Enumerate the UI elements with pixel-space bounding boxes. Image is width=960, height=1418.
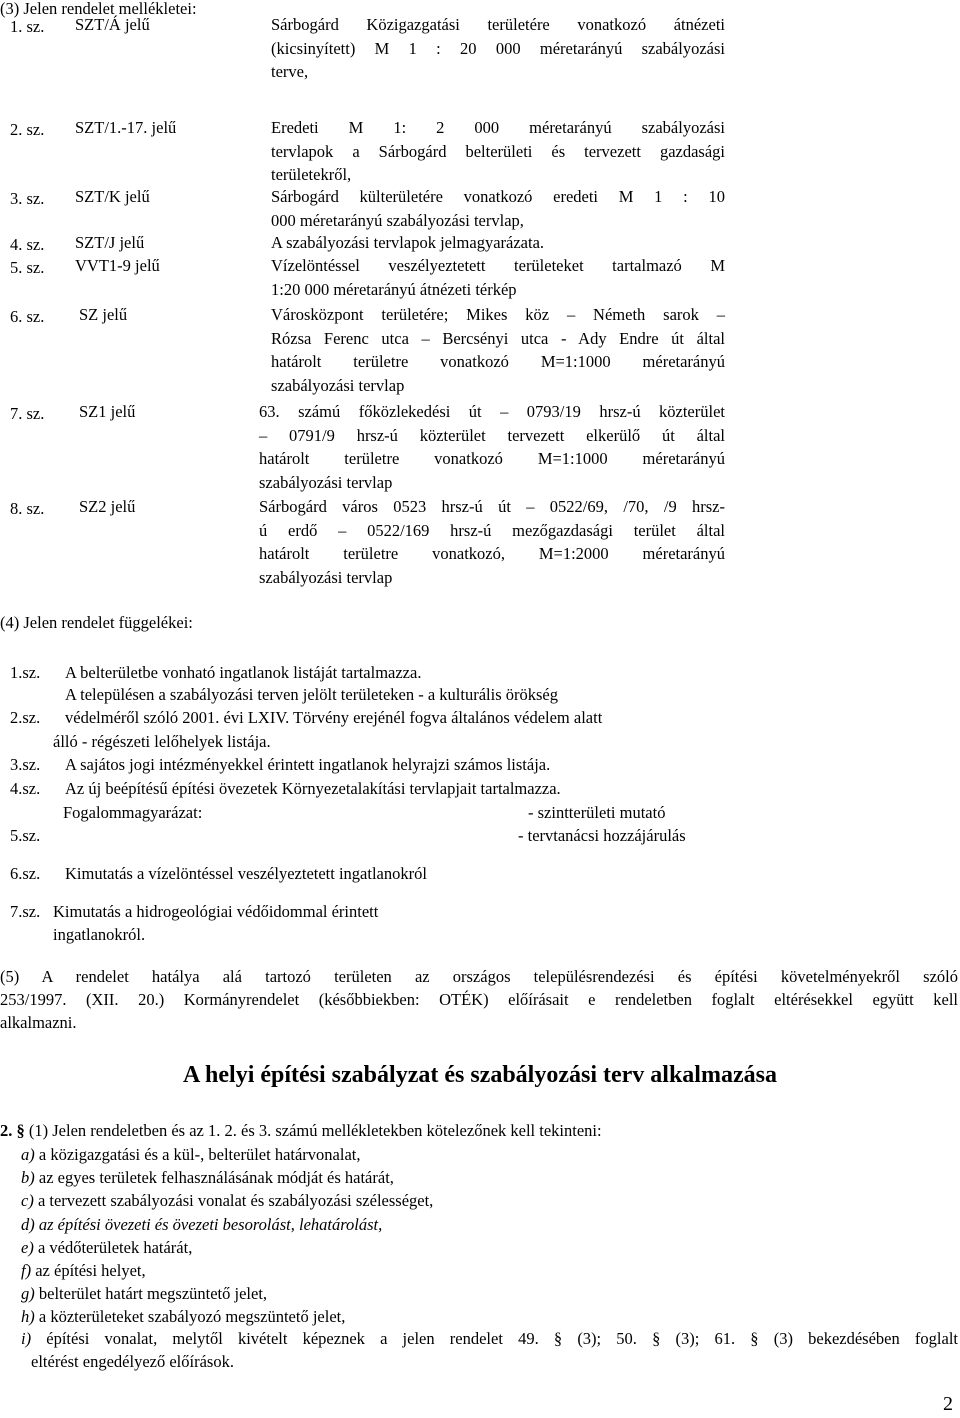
appendix-2-num: 2.sz. xyxy=(10,708,41,727)
annex-description-line: határolt területre vonatkozó, M=1:2000 méretarányú xyxy=(259,544,725,563)
annex-code: SZT/J jelű xyxy=(75,233,145,252)
annex-description-line: Sárbogárd város 0523 hrsz-ú út – 0522/69, /70, /9 hrsz- xyxy=(259,497,725,516)
item-letter: f) xyxy=(21,1261,32,1280)
annex-description-line: szabályozási tervlap xyxy=(271,375,405,395)
appendix-2-text: védelméről szóló 2001. évi LXIV. Törvény erejénél fogva általános védelem alatt xyxy=(65,708,603,727)
item-text: a közigazgatási és a kül-, belterület határvonalat, xyxy=(34,1145,361,1164)
item-text: az építési övezeti és övezeti besorolást, lehatárolást, xyxy=(34,1214,383,1234)
appendix-6-text: Kimutatás a vízelöntéssel veszélyeztetett ingatlanokról xyxy=(65,864,427,883)
annex-code: SZT/K jelű xyxy=(75,187,150,206)
annex-code: SZT/1.-17. jelű xyxy=(75,118,177,137)
annex-description-line: szabályozási tervlap xyxy=(259,472,393,492)
annex-description-line: terve, xyxy=(271,62,309,81)
item-letter: g) xyxy=(21,1284,35,1304)
annex-code: VVT1-9 jelű xyxy=(75,256,160,275)
article-2-item xyxy=(21,1259,146,1282)
annex-description-line: Városközpont területére; Mikes köz – Németh sarok – xyxy=(271,305,725,324)
article-2-intro-line xyxy=(0,1119,602,1142)
page-title: A helyi építési szabályzat és szabályozási terv alkalmazása xyxy=(183,1062,777,1088)
annex-code: SZ jelű xyxy=(79,305,128,324)
appendix-4-text: Az új beépítésű építési övezetek Környezetalakítási tervlapjait tartalmazza. xyxy=(65,779,561,798)
page-number: 2 xyxy=(943,1393,953,1415)
annex-code: SZT/Á jelű xyxy=(75,15,150,34)
item-text: az építési helyet, xyxy=(31,1261,146,1280)
section-5-paragraph xyxy=(0,965,958,1034)
item-text: a közterületeket szabályozó megszüntető jelet, xyxy=(34,1307,346,1327)
annex-description-line: Sárbogárd Közigazgatási területére vonatkozó átnézeti xyxy=(271,15,725,34)
item-letter: e) xyxy=(21,1237,34,1257)
annex-description-line: Vízelöntéssel veszélyeztetett területeket tartalmazó M xyxy=(271,256,725,275)
article-2-item xyxy=(21,1305,345,1328)
annex-number: 2. sz. xyxy=(10,120,45,139)
appendix-7-post: ingatlanokról. xyxy=(53,925,146,944)
annex-description-line: határolt területre vonatkozó M=1:1000 méretarányú xyxy=(259,449,725,468)
annex-number: 1. sz. xyxy=(10,17,45,36)
appendix-1-num: 1.sz. xyxy=(10,663,41,682)
appendix-7-num: 7.sz. xyxy=(10,902,41,921)
annex-number: 3. sz. xyxy=(10,189,45,208)
annex-number: 5. sz. xyxy=(10,258,45,277)
annex-description-line: – 0791/9 hrsz-ú közterület tervezett elkerülő út által xyxy=(259,425,725,445)
appendix-5-item-2: - tervtanácsi hozzájárulás xyxy=(518,826,686,845)
appendix-6-num: 6.sz. xyxy=(10,864,41,883)
article-2-item xyxy=(21,1143,360,1166)
annex-description-line: 63. számú főközlekedési út – 0793/19 hrsz-ú közterület xyxy=(259,402,725,421)
article-2-item-i xyxy=(21,1327,958,1350)
annex-number: 7. sz. xyxy=(10,404,45,423)
article-2-item xyxy=(21,1189,433,1212)
item-letter: h) xyxy=(21,1307,35,1327)
annex-code: SZ2 jelű xyxy=(79,497,136,516)
annex-number: 6. sz. xyxy=(10,307,45,326)
section-3-heading: (3) Jelen rendelet mellékletei: xyxy=(0,0,197,18)
appendix-5-item-1: - szintterületi mutató xyxy=(528,803,666,822)
item-text: belterület határt megszüntető jelet, xyxy=(34,1284,268,1304)
item-letter: a) xyxy=(21,1145,35,1164)
appendix-2-pre: A településen a szabályozási terven jelölt területeken - a kulturális örökség xyxy=(65,685,558,704)
section-4-heading: (4) Jelen rendelet függelékei: xyxy=(0,613,193,632)
annex-number: 8. sz. xyxy=(10,499,45,518)
item-text: a védőterületek határát, xyxy=(33,1237,193,1257)
item-i-line-2: eltérést engedélyező előírások. xyxy=(31,1352,234,1371)
section-5-line: 253/1997. (XII. 20.) Kormányrendelet (későbbiekben: OTÉK) előírásait e rendeletben foglalt eltérésekkel együtt kell xyxy=(0,990,958,1009)
annex-description-line: területekről, xyxy=(271,165,352,184)
item-text: a tervezett szabályozási vonalat és szabályozási szélességet, xyxy=(33,1191,434,1211)
item-i-line-1: építési vonalat, melytől kivételt képeznek a jelen rendelet 49. § (3); 50. § (3); 61. § (3) bekezdésében foglalt xyxy=(31,1329,958,1348)
annex-number: 4. sz. xyxy=(10,235,45,254)
annex-description-line: ú erdő – 0522/169 hrsz-ú mezőgazdasági terület által xyxy=(259,520,725,540)
item-letter: c) xyxy=(21,1191,34,1211)
annex-description-line: határolt területre vonatkozó M=1:1000 méretarányú xyxy=(271,352,725,371)
article-2-item xyxy=(21,1166,394,1189)
item-letter: b) xyxy=(21,1168,35,1188)
section-5-line: (5) A rendelet hatálya alá tartozó területen az országos településrendezési és építési követelményekről szóló xyxy=(0,967,958,986)
annex-description-line: szabályozási tervlap xyxy=(259,567,393,587)
item-letter: d) xyxy=(21,1214,35,1234)
annex-description-line: 000 méretarányú szabályozási tervlap, xyxy=(271,210,524,230)
item-text: az egyes területek felhasználásának módját és határát, xyxy=(34,1168,394,1188)
annex-description-line: tervlapok a Sárbogárd belterületi és tervezett gazdasági xyxy=(271,141,725,161)
appendix-3-num: 3.sz. xyxy=(10,755,41,774)
annex-description-line: Rózsa Ferenc utca – Bercsényi utca - Ady Endre út által xyxy=(271,328,725,348)
annex-description-line: 1:20 000 méretarányú átnézeti térkép xyxy=(271,279,517,299)
article-2-item xyxy=(21,1282,267,1305)
appendix-4-num: 4.sz. xyxy=(10,779,41,798)
item-letter: i) xyxy=(21,1329,32,1348)
article-number: 2. xyxy=(0,1121,13,1140)
annex-description-line: (kicsinyített) M 1 : 20 000 méretarányú szabályozási xyxy=(271,38,725,58)
appendix-5-num: 5.sz. xyxy=(10,826,41,845)
article-2-item xyxy=(21,1213,382,1236)
annex-code: SZ1 jelű xyxy=(79,402,136,421)
annex-description-line: Sárbogárd külterületére vonatkozó eredeti M 1 : 10 xyxy=(271,187,725,206)
appendix-1-text: A belterületbe vonható ingatlanok listáját tartalmazza. xyxy=(65,663,422,682)
appendix-7-text: Kimutatás a hidrogeológiai védőidommal érintett xyxy=(53,902,379,921)
section-sign: § xyxy=(16,1121,25,1140)
appendix-2-post: álló - régészeti lelőhelyek listája. xyxy=(53,732,271,751)
appendix-5-legend: Fogalommagyarázat: xyxy=(63,803,203,822)
annex-description-line: A szabályozási tervlapok jelmagyarázata. xyxy=(271,233,545,252)
article-2-item xyxy=(21,1236,192,1259)
annex-description-line: Eredeti M 1: 2 000 méretarányú szabályozási xyxy=(271,118,725,137)
article-2-intro: (1) Jelen rendeletben és az 1. 2. és 3. számú mellékletekben kötelezőnek kell tekinteni: xyxy=(24,1121,602,1140)
appendix-3-text: A sajátos jogi intézményekkel érintett ingatlanok helyrajzi számos listája. xyxy=(65,755,551,774)
section-5-line: alkalmazni. xyxy=(0,1013,77,1032)
